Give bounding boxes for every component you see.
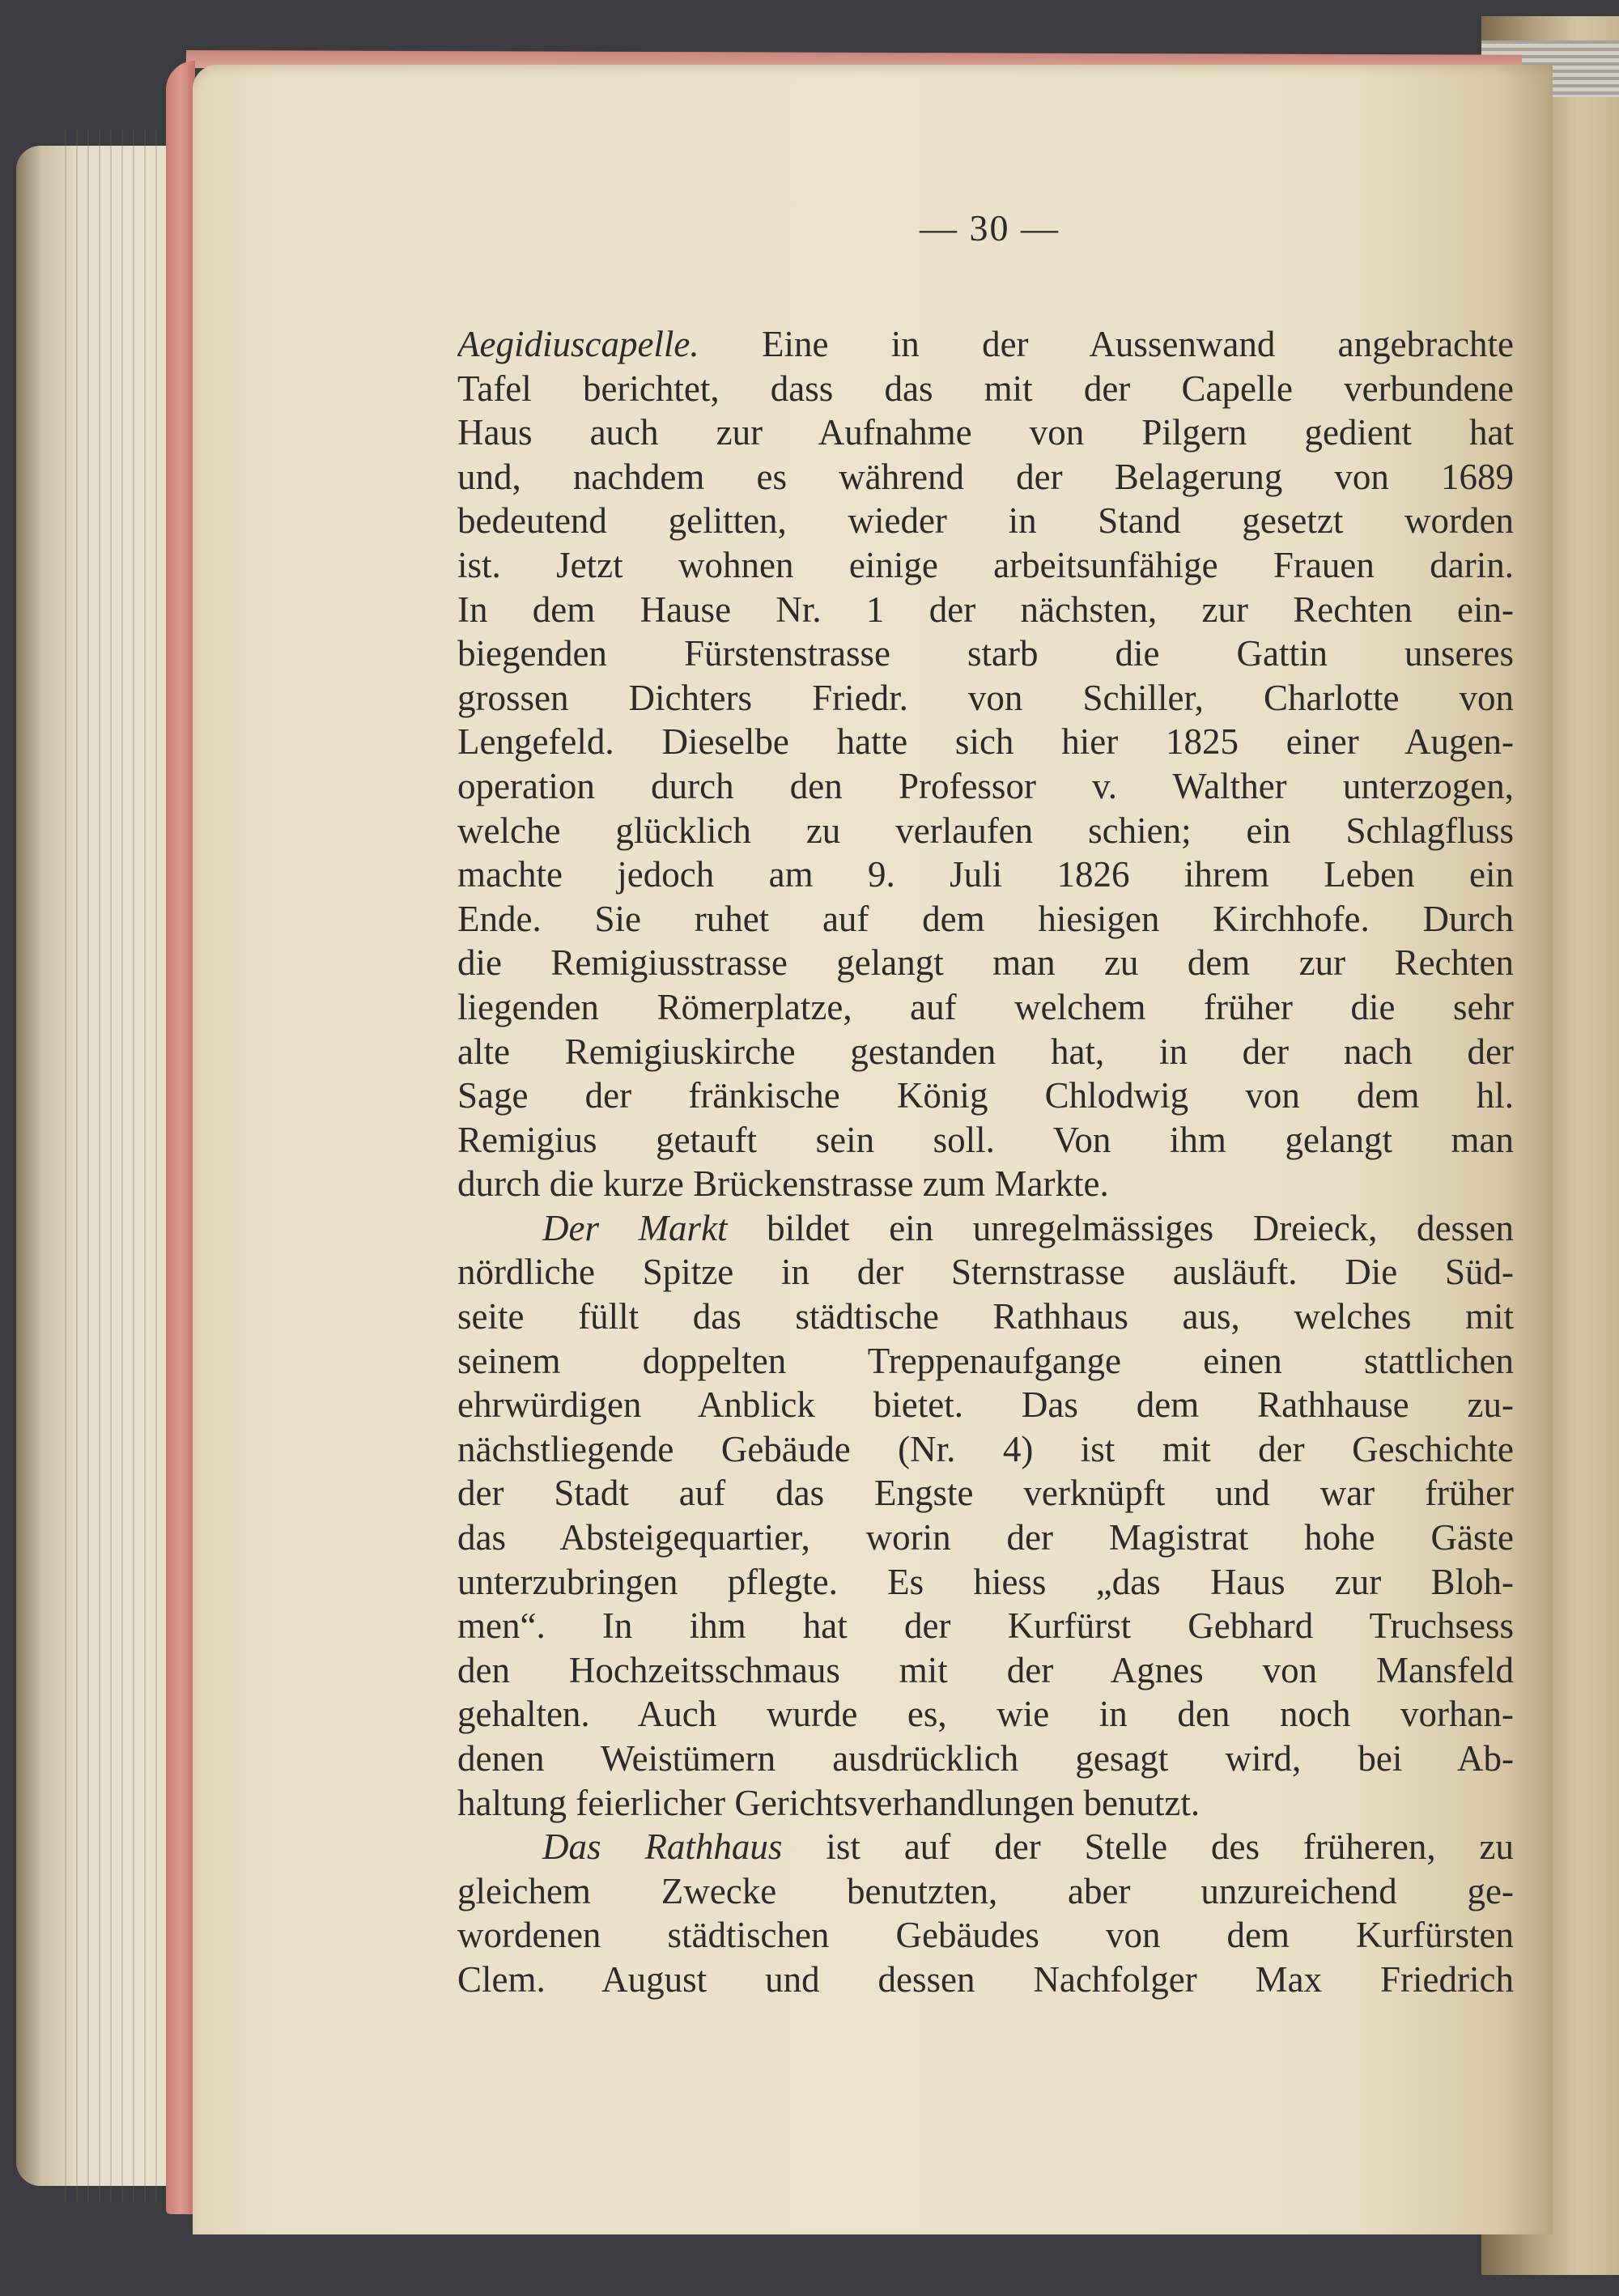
- text-line: [457, 1250, 1514, 1295]
- text-run: ist. Jetzt wohnen einige arbeitsunfähige Frauen darin.: [457, 544, 1514, 585]
- text-run: Lengefeld. Dieselbe hatte sich hier 1825 einer Augen-: [457, 721, 1514, 763]
- text-line: [457, 367, 1514, 411]
- text-run: bildet ein unregelmässiges Dreieck, dessen: [727, 1207, 1514, 1248]
- text-run: biegenden Fürstenstrasse starb die Gattin unseres: [457, 633, 1514, 674]
- text-line: [457, 809, 1514, 853]
- text-line: [457, 1074, 1514, 1118]
- italic-heading-term: Aegidiuscapelle.: [457, 324, 699, 364]
- text-run: seite füllt das städtische Rathhaus aus, welches mit: [457, 1296, 1514, 1337]
- text-run: bedeutend gelitten, wieder in Stand gesetzt worden: [457, 500, 1514, 542]
- text-run: Clem. August und dessen Nachfolger Max Friedrich: [457, 1958, 1514, 2000]
- text-run: In dem Hause Nr. 1 der nächsten, zur Rechten ein-: [457, 589, 1514, 630]
- text-run: Tafel berichtet, dass das mit der Capelle verbundene: [457, 368, 1514, 409]
- text-line: [457, 1516, 1514, 1560]
- body-text: [457, 322, 1514, 2002]
- text-run: liegenden Römerplatze, auf welchem früher die sehr: [457, 986, 1514, 1027]
- text-line: [457, 1913, 1514, 1958]
- text-run: men“. In ihm hat der Kurfürst Gebhard Truchsess: [457, 1605, 1514, 1647]
- text-line: [457, 720, 1514, 764]
- text-run: seinem doppelten Treppenaufgange einen stattlichen: [457, 1340, 1514, 1381]
- text-line: [457, 499, 1514, 543]
- text-run: den Hochzeitsschmaus mit der Agnes von Mansfeld: [457, 1649, 1514, 1690]
- text-line: [457, 1692, 1514, 1737]
- text-run: Eine in der Aussenwand angebrachte: [699, 324, 1514, 364]
- text-run: das Absteigequartier, worin der Magistrat hohe Gäste: [457, 1517, 1514, 1558]
- text-line: [457, 1560, 1514, 1605]
- text-line: [457, 1648, 1514, 1693]
- text-run: machte jedoch am 9. Juli 1826 ihrem Leben ein: [457, 854, 1514, 895]
- text-line: [457, 1427, 1514, 1472]
- page-number: — 30 —: [920, 207, 1060, 249]
- text-line: [457, 1604, 1514, 1648]
- text-line: [457, 941, 1514, 985]
- text-run: ist auf der Stelle des früheren, zu: [782, 1826, 1514, 1868]
- text-line: [457, 1295, 1514, 1339]
- text-run: operation durch den Professor v. Walther unterzogen,: [457, 765, 1514, 806]
- text-line: [457, 1781, 1514, 1826]
- text-run: gehalten. Auch wurde es, wie in den noch vorhan-: [457, 1694, 1514, 1735]
- text-line: [457, 322, 1514, 367]
- text-run: Remigius getauft sein soll. Von ihm gelangt man: [457, 1119, 1514, 1160]
- text-line: [457, 897, 1514, 942]
- text-line: [457, 631, 1514, 676]
- text-line: [457, 410, 1514, 455]
- text-run: haltung feierlicher Gerichtsverhandlungen benutzt.: [457, 1782, 1200, 1823]
- italic-heading-term: Das Rathhaus: [542, 1826, 783, 1868]
- text-run: gleichem Zwecke benutzten, aber unzureichend ge-: [457, 1870, 1514, 1911]
- text-line: [457, 985, 1514, 1030]
- text-run: Ende. Sie ruhet auf dem hiesigen Kirchhofe. Durch: [457, 898, 1514, 939]
- text-run: ehrwürdigen Anblick bietet. Das dem Rathhause zu-: [457, 1384, 1514, 1426]
- text-line: [457, 1030, 1514, 1074]
- text-run: der Stadt auf das Engste verknüpft und war früher: [457, 1473, 1514, 1514]
- red-page-edge-left: [166, 61, 195, 2214]
- text-run: nördliche Spitze in der Sternstrasse ausläuft. Die Süd-: [457, 1252, 1514, 1293]
- text-run: nächstliegende Gebäude (Nr. 4) ist mit der Geschichte: [457, 1428, 1514, 1469]
- text-run: unterzubringen pflegte. Es hiess „das Haus zur Bloh-: [457, 1561, 1514, 1602]
- text-line: [457, 764, 1514, 809]
- text-line: [457, 1162, 1514, 1206]
- text-line: [457, 1206, 1514, 1251]
- text-line: [457, 1825, 1514, 1869]
- text-line: [457, 1118, 1514, 1163]
- text-run: wordenen städtischen Gebäudes von dem Kurfürsten: [457, 1915, 1514, 1956]
- text-line: [457, 1471, 1514, 1516]
- text-run: grossen Dichters Friedr. von Schiller, Charlotte von: [457, 677, 1514, 718]
- text-line: [457, 1958, 1514, 2002]
- text-run: alte Remigiuskirche gestanden hat, in der nach der: [457, 1031, 1514, 1072]
- page-text-block: [457, 206, 1514, 2002]
- text-line: [457, 455, 1514, 500]
- text-run: denen Weistümern ausdrücklich gesagt wird, bei Ab-: [457, 1738, 1514, 1779]
- text-run: und, nachdem es während der Belagerung von 1689: [457, 456, 1514, 497]
- text-line: [457, 1339, 1514, 1384]
- italic-heading-term: Der Markt: [542, 1207, 728, 1248]
- text-run: die Remigiusstrasse gelangt man zu dem zur Rechten: [457, 942, 1514, 984]
- text-line: [457, 543, 1514, 588]
- text-run: welche glücklich zu verlaufen schien; ein Schlagfluss: [457, 810, 1514, 851]
- text-line: [457, 1737, 1514, 1781]
- text-line: [457, 1383, 1514, 1427]
- text-line: [457, 676, 1514, 721]
- text-line: [457, 1869, 1514, 1914]
- text-line: [457, 852, 1514, 897]
- text-run: Haus auch zur Aufnahme von Pilgern gedient hat: [457, 412, 1514, 453]
- text-run: Sage der fränkische König Chlodwig von dem hl.: [457, 1075, 1514, 1116]
- text-line: [457, 588, 1514, 632]
- text-run: durch die kurze Brückenstrasse zum Markte.: [457, 1163, 1109, 1205]
